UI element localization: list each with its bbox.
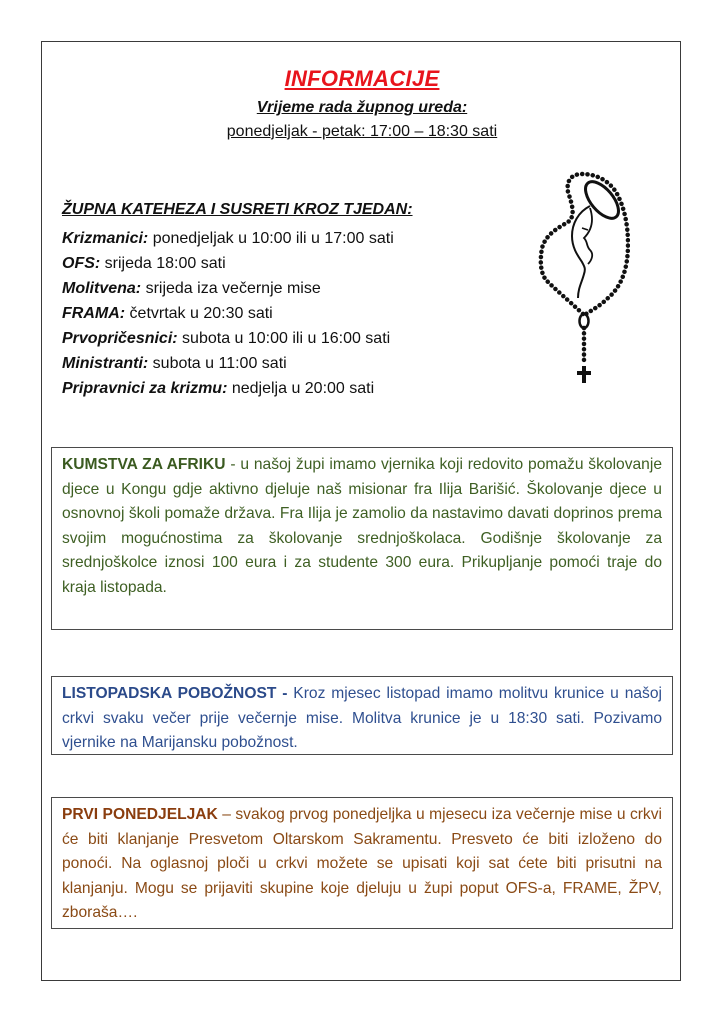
schedule-item-label: OFS:	[62, 255, 101, 272]
schedule-item-text: subota u 10:00 ili u 16:00 sati	[177, 330, 391, 347]
notice-first-monday	[51, 797, 673, 929]
schedule-item	[62, 351, 394, 376]
schedule-item-label: Molitvena:	[62, 280, 142, 297]
notice-heading: LISTOPADSKA POBOŽNOST -	[62, 685, 288, 702]
notice-sponsorship-africa	[51, 447, 673, 630]
notice-text: Kroz mjesec listopad imamo molitvu krunice u našoj crkvi svaku večer prije večernje mise. Molitva krunice je u 18:30 sati. Pozivamo vjernike na Marijansku pobožnost.	[62, 685, 662, 751]
schedule-item	[62, 301, 394, 326]
schedule-item	[62, 326, 394, 351]
schedule-item	[62, 376, 394, 401]
notice-text: – svakog prvog ponedjeljka u mjesecu iza večernje mise u crkvi će biti klanjanje Presvetom Oltarskom Sakramentu. Presveto će biti izloženo do ponoći. Na oglasnoj ploči u crkvi možete se upisati koji sat ćete biti prisutni na klanjanju. Mogu se prijaviti skupine koje djeluju u župi poput OFS-a, FRAME, ŽPV, zboraša….	[62, 806, 662, 921]
schedule-item-label: FRAMA:	[62, 305, 126, 322]
page-title: INFORMACIJE	[284, 66, 440, 91]
notice-heading: KUMSTVA ZA AFRIKU	[62, 456, 226, 473]
schedule-item-text: četvrtak u 20:30 sati	[125, 305, 273, 322]
schedule-item-label: Pripravnici za krizmu:	[62, 380, 228, 397]
office-hours-heading: Vrijeme rada župnog ureda:	[256, 99, 468, 116]
rosary-mary-icon	[538, 168, 630, 386]
notice-text: - u našoj župi imamo vjernika koji redovito pomažu školovanje djece u Kongu gdje aktivno djeluje naš misionar fra Ilija Barišić. Školovanje djece u osnovnoj školi pomaže država. Fra Ilija je zamolio da nastavimo davati doprinos prema svojim mogućnostima za školovanje srednjoškolaca. Godišnje školovanje za srednjoškolce iznosi 100 eura i za studente 300 eura. Prikupljanje pomoći traje do kraja listopada.	[62, 456, 662, 596]
schedule-list	[62, 226, 394, 401]
schedule-item-text: subota u 11:00 sati	[148, 355, 287, 372]
notice-heading: PRVI PONEDJELJAK	[62, 806, 218, 823]
schedule-item-label: Prvopričesnici:	[62, 330, 178, 347]
schedule-item-label: Krizmanici:	[62, 230, 149, 247]
notice-october-devotion	[51, 676, 673, 755]
schedule-item-text: srijeda 18:00 sati	[100, 255, 226, 272]
schedule-item-label: Ministranti:	[62, 355, 149, 372]
schedule-item-text: srijeda iza večernje mise	[141, 280, 321, 297]
schedule-item	[62, 226, 394, 251]
schedule-item	[62, 276, 394, 301]
office-hours: ponedjeljak - petak: 17:00 – 18:30 sati	[226, 123, 498, 140]
schedule-item	[62, 251, 394, 276]
schedule-item-text: nedjelja u 20:00 sati	[227, 380, 375, 397]
schedule-heading: ŽUPNA KATEHEZA I SUSRETI KROZ TJEDAN:	[62, 201, 413, 218]
schedule-item-text: ponedjeljak u 10:00 ili u 17:00 sati	[148, 230, 394, 247]
